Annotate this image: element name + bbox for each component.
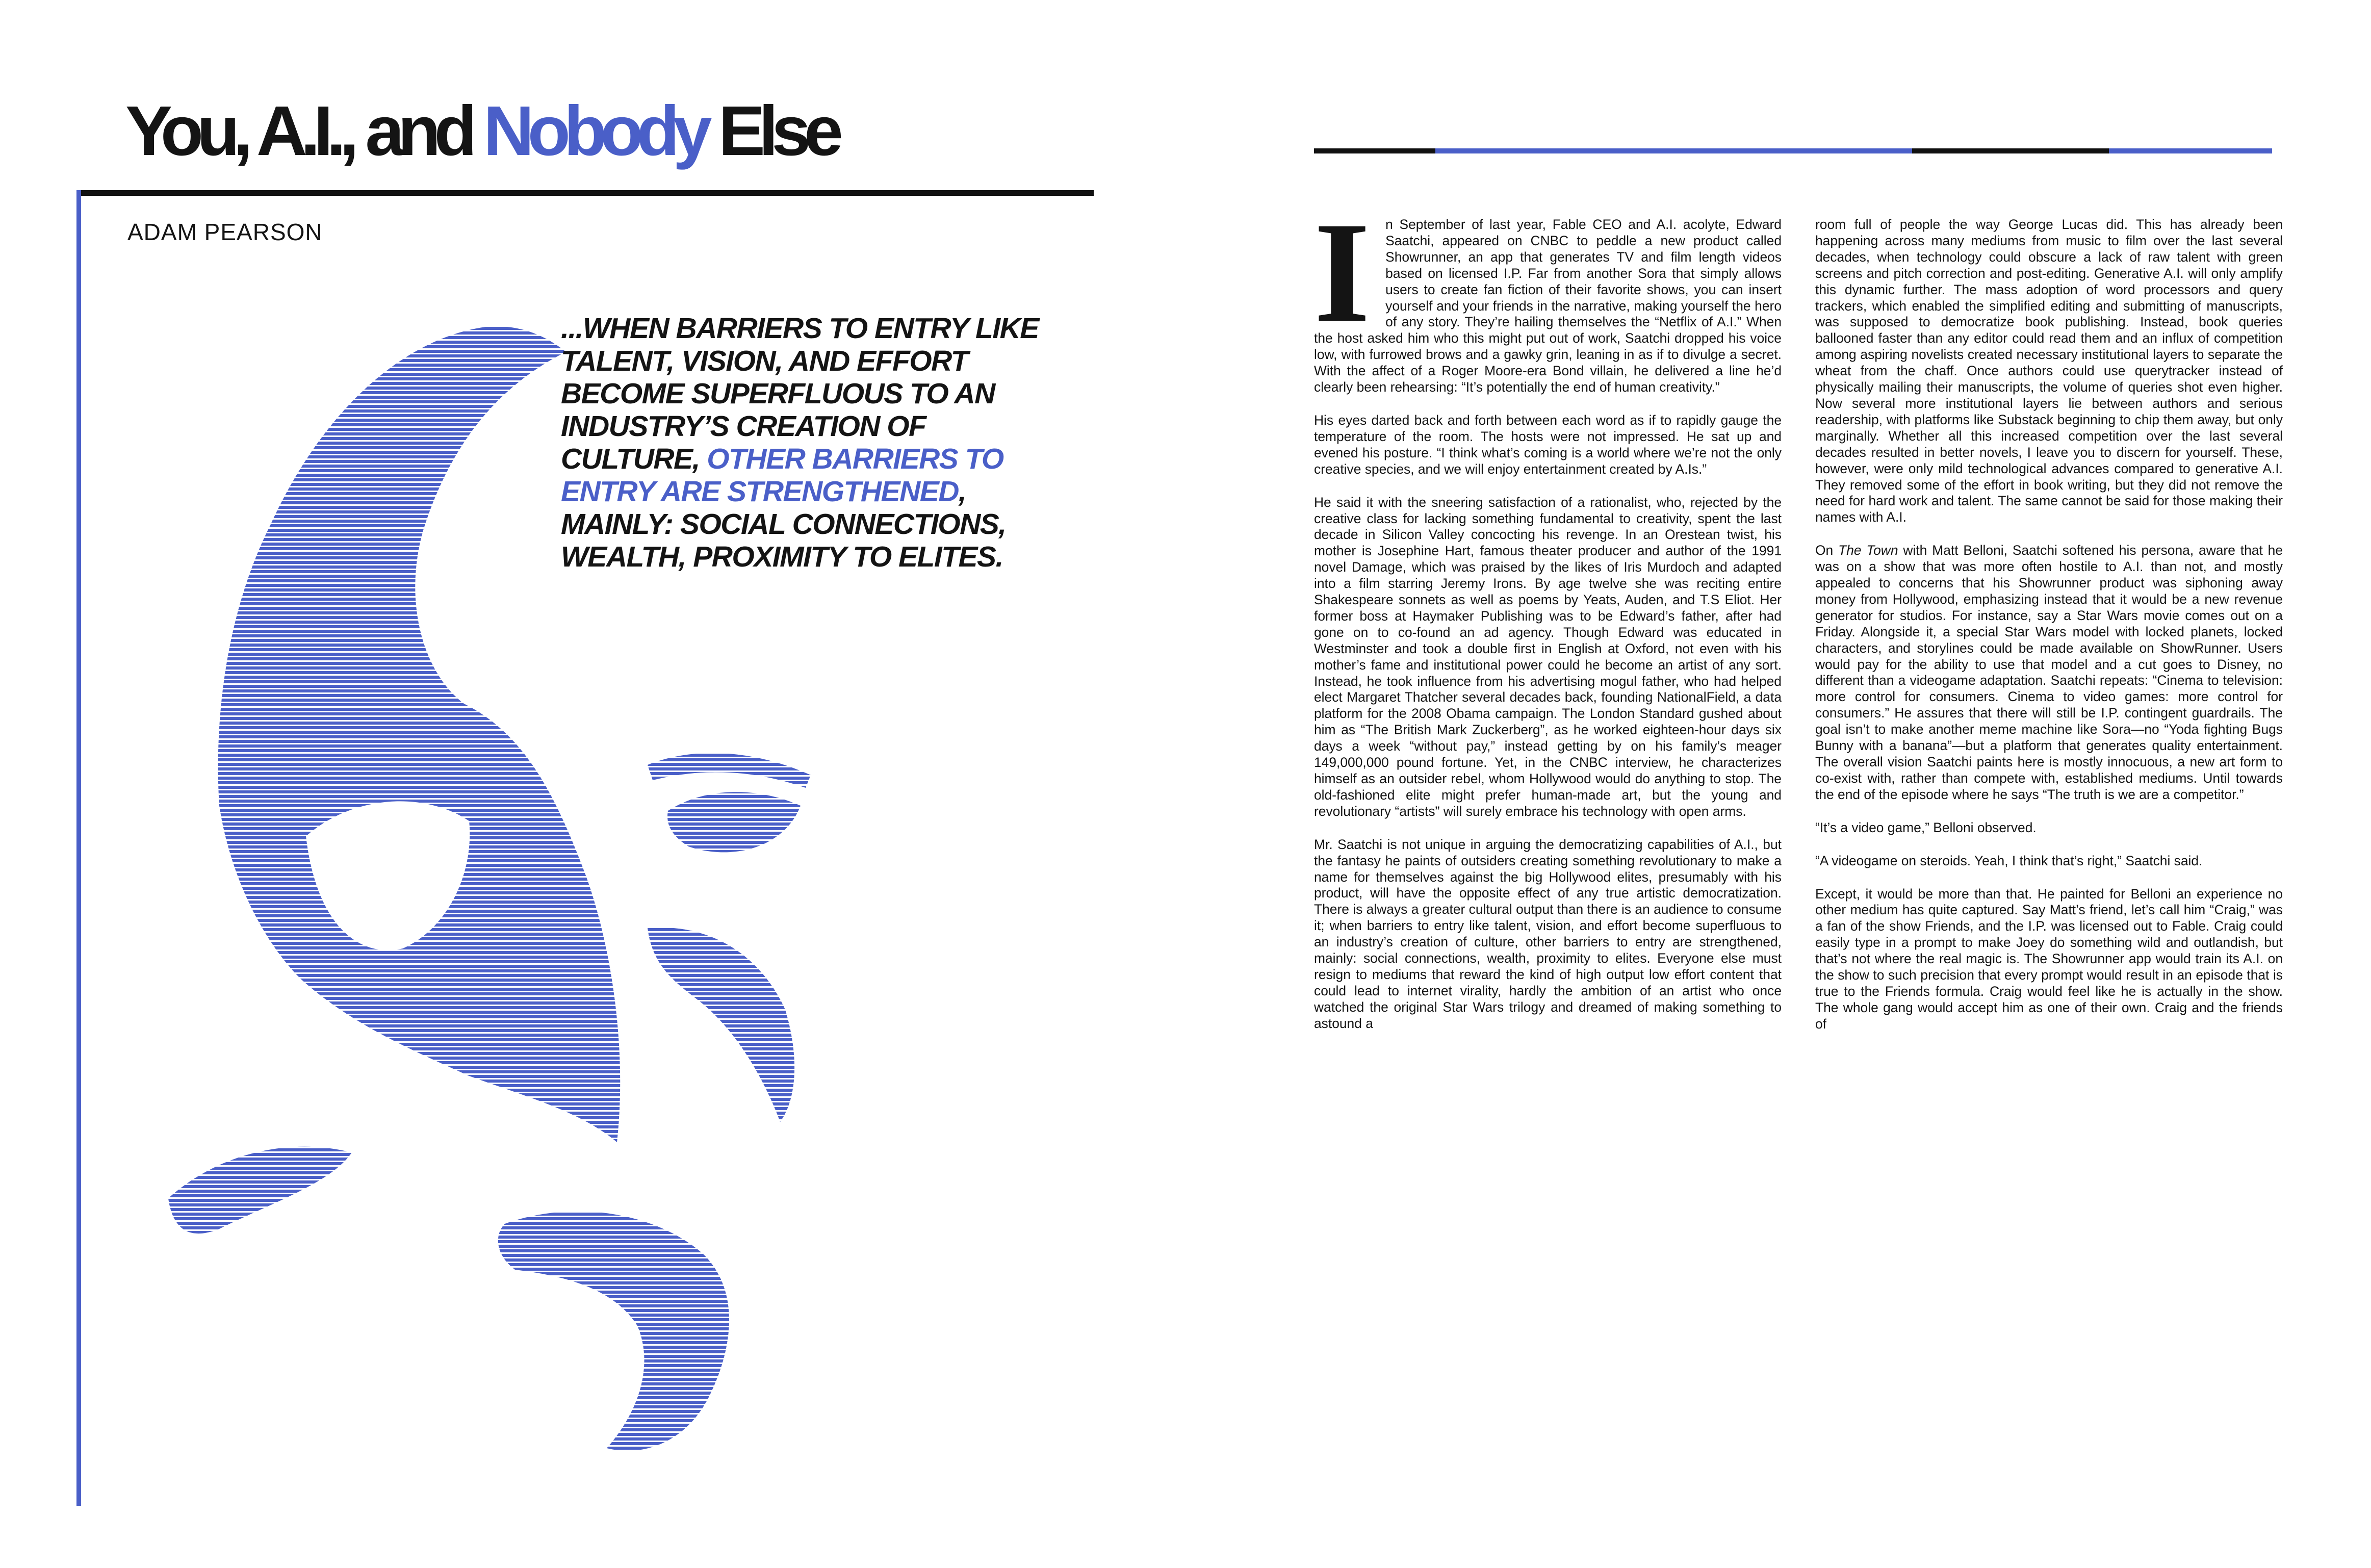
article-column-2: [1815, 217, 2283, 1492]
paragraph-text: n September of last year, Fable CEO and A.I. acolyte, Edward Saatchi, appeared on CNBC to peddle a new product called Showrunner, an app that generates TV and film length videos based on licensed I.P. Far from another Sora that simply allows users to create fan fiction of their favorite shows, you can insert yourself and your friends in the narrative, making yourself the hero of any story. They’re hailing themselves the “Netflix of A.I.” When the host asked him who this might put out of work, Saatchi dropped his voice low, with furrowed brows and a gawky grin, leaning in as if to divulge a secret. With the affect of a Roger Moore-era Bond villain, he delivered a line he’d clearly been rehearsing: “It’s potentially the end of human creativity.”: [1314, 217, 1782, 395]
right-rule-accent-2: [2109, 148, 2272, 153]
right-rule-accent-1: [1435, 148, 1912, 153]
paragraph-text: with Matt Belloni, Saatchi softened his persona, aware that he was on a show that was more often hostile to A.I. than not, and mostly appealed to concerns that his Showrunner product was siphoning away money from Hollywood, emphasizing instead that it would be a new revenue generator for studios. For instance, say a Star Wars movie comes out on a Friday. Alongside it, a special Star Wars model with locked planets, locked characters, and storylines could be made available on ShowRunner. Users would pay for the ability to use that model and a cut goes to Disney, no different than a videogame adaptation. Saatchi repeats: “Cinema to television: more control for consumers. Cinema to video games: more control for consumers.” He assures that there will still be I.P. contingent guardrails. The goal isn’t to make another meme machine like Sora—no “Yoda fighting Bugs Bunny with a banana”—but a platform that generates quality entertainment. The overall vision Saatchi paints here is mostly innocuous, a new art form to co-exist with, rather than compete with, established mediums. Until towards the end of the episode where he says “The truth is we are a competitor.”: [1815, 543, 2283, 802]
paragraph: [1314, 217, 1782, 396]
article-headline: [125, 92, 837, 170]
pull-quote-tail: , MAINLY: SOCIAL CONNECTIONS, WEALTH, PROXIMITY TO ELITES.: [561, 475, 1006, 573]
author-byline: ADAM PEARSON: [127, 219, 323, 245]
pull-quote: [561, 312, 1071, 573]
paragraph: [1815, 543, 2283, 803]
article-column-1: [1314, 217, 1782, 1492]
headline-part-2: Else: [705, 92, 837, 170]
right-rule-dark-1: [1314, 148, 1435, 153]
paragraph: Mr. Saatchi is not unique in arguing the democratizing capabilities of A.I., but the fantasy he paints of outsiders creating something revolutionary to make a name for themselves against the big Hollywood elites, presumably with his product, will have the opposite effect of any true artistic democratization. There is always a greater cultural output than there is an audience to consume it; when barriers to entry like talent, vision, and effort become superfluous to an industry’s creation of culture, other barriers to entry are strengthened, mainly: social connections, wealth, proximity to elites. Everyone else must resign to mediums that reward the kind of high output low effort content that could lead to internet virality, hardly the ambition of an artist who once watched the original Star Wars trilogy and dreamed of making something to astound a: [1314, 836, 1782, 1031]
headline-part-1: You, A.I., and: [125, 92, 483, 170]
headline-rule: [76, 190, 1094, 196]
paragraph: He said it with the sneering satisfaction of a rationalist, who, rejected by the creative class for lacking something fundamental to creativity, spent the last decade in Silicon Valley concocting his revenge. In an Orestean twist, his mother is Josephine Hart, famous theater producer and author of the 1991 novel Damage, which was praised by the likes of Iris Murdoch and adapted into a film starring Jeremy Irons. By age twelve she was reciting entire Shakespeare sonnets as well as poems by Yeats, Auden, and T.S Eliot. Her former boss at Haymaker Publishing was to be Edward’s father, after had gone on to co-found an ad agency. Though Edward was educated in Westminster and took a double first in English at Oxford, not even with his mother’s fame and institutional power could he become an artist of any sort. Instead, he took influence from his advertising mogul father, who had helped elect Margaret Thatcher several decades back, founding NationalField, a data platform for the 2008 Obama campaign. The London Standard gushed about him as “The British Mark Zuckerberg”, as he worked eighteen-hour days six days a week “without pay,” instead getting by on his family’s meager 149,000,000 pound fortune. Yet, in the CNBC interview, he characterizes himself as an outsider rebel, whom Hollywood would do anything to stop. The old-fashioned elite might prefer human-made art, but the young and revolutionary “artists” will surely embrace his technology with open arms.: [1314, 494, 1782, 819]
left-margin-rule: [76, 190, 81, 1506]
pull-quote-lead: ...WHEN BARRIERS TO ENTRY LIKE TALENT, VISION, AND EFFORT BECOME SUPERFLUOUS TO AN INDUSTRY’S CREATION OF CULTURE,: [561, 312, 1039, 475]
paragraph: “It’s a video game,” Belloni observed.: [1815, 819, 2037, 835]
pull-quote-highlight: OTHER BARRIERS TO ENTRY ARE STRENGTHENED: [561, 443, 1003, 508]
paragraph: “A videogame on steroids. Yeah, I think that’s right,” Saatchi said.: [1815, 853, 2203, 868]
paragraph: Except, it would be more than that. He painted for Belloni an experience no other medium has quite captured. Say Matt’s friend, let’s call him “Craig,” was a fan of the show Friends, and the I.P. was licensed out to Fable. Craig could easily type in a prompt to make Joey do something wild and outlandish, but that’s not where the real magic is. The Showrunner app would train its A.I. on the show to such precision that every prompt would result in an episode that is true to the Friends formula. Craig would feel like he is actually in the show. The whole gang would accept him as one of their own. Craig and the friends of: [1815, 886, 2283, 1032]
show-title: The Town: [1838, 543, 1898, 558]
right-rule-dark-2: [1912, 148, 2109, 153]
paragraph: room full of people the way George Lucas did. This has already been happening across many mediums from music to film over the last several decades, when technology could obscure a lack of raw talent with green screens and pitch correction and post-editing. Generative A.I. will only amplify this dynamic further. The mass adoption of word processors and query trackers, which enabled the simplified editing and submitting of manuscripts, was supposed to democratize book publishing. Instead, book queries ballooned faster than any editor could read them and an influx of competition among aspiring novelists created necessary institutional layers to separate the wheat from the chaff. Once authors could use querytracker instead of physically mailing their manuscripts, the volume of queries shot even higher. Now several more institutional layers lie between authors and serious readership, with platforms like Substack beginning to chip them away, but only marginally. Whether all this increased competition over the last several decades resulted in better novels, I leave you to discern for yourself. These, however, were only mild technological advances compared to generative A.I. They removed some of the effort in book writing, but they did not remove the need for hard work and talent. The same cannot be said for those making their names with A.I.: [1815, 217, 2283, 525]
paragraph-text: On: [1815, 543, 1839, 558]
paragraph: His eyes darted back and forth between each word as if to rapidly gauge the temperature of the room. The hosts were not impressed. He sat up and evened his posture. “I think what’s coming is a world where we’re not the only creative species, and we will enjoy entertainment created by A.Is.”: [1314, 412, 1782, 477]
drop-cap: I: [1314, 217, 1371, 352]
headline-accent-word: Nobody: [483, 92, 706, 170]
